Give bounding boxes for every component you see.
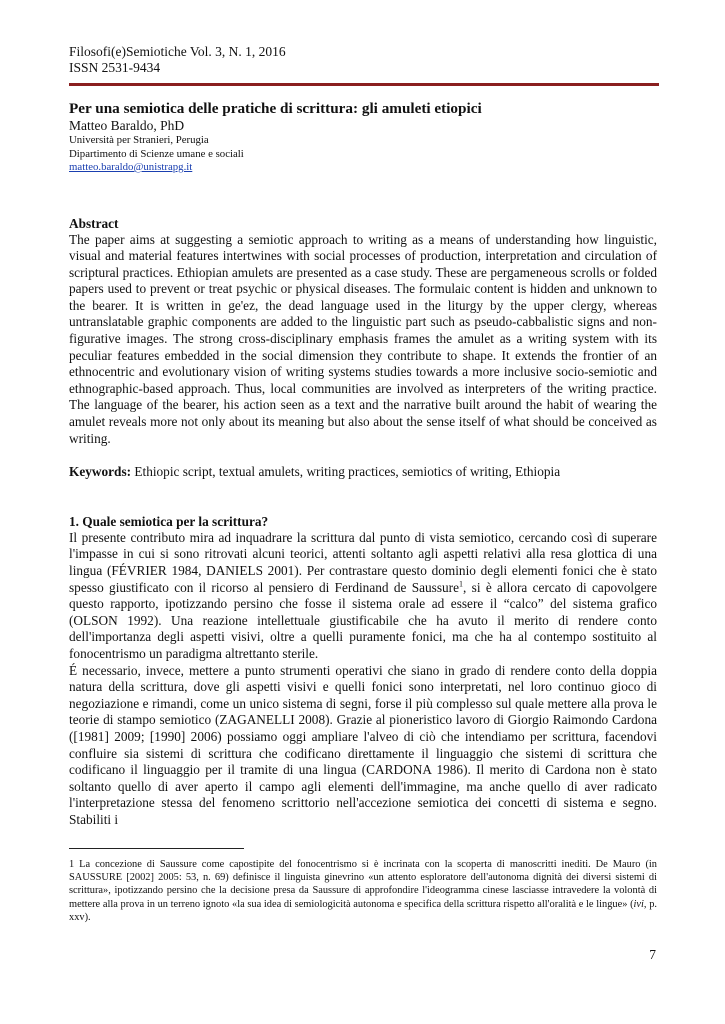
section-1-paragraph-1: [69, 530, 657, 663]
affiliation-department: Dipartimento di Scienze umane e sociali: [69, 147, 244, 160]
section-1-paragraph-2: É necessario, invece, mettere a punto strumenti operativi che siano in grado di rendere conto della doppia natura della scrittura, dove gli aspetti visivi e quelli fonici sono interpretati, nel loro continuo gioco di negoziazione e rimandi, come un unico sistema di segni, forse il più complesso sul quale mettere alla prova le teorie di stampo semiotico (ZAGANELLI 2008). Grazie al pioneristico lavoro di Giorgio Raimondo Cardona ([1981] 2009; [1990] 2006) possiamo oggi ampliare l'alveo di ciò che intendiamo per scrittura, facendovi confluire sia sistemi di scrittura che codificano direttamente il linguaggio che sistemi di scrittura che codificano il linguaggio per il tramite di una lingua (CARDONA 1986). Il merito di Cardona non è stato soltanto quello di aver aperto il campo agli elementi dell'immagine, ma anche quello di aver radicato l'interpretazione stessa del fenomeno scrittorio nell'accezione semiotica dei concetti di sistema e segno. Stabiliti i: [69, 662, 657, 827]
keywords-label: Keywords:: [69, 464, 132, 480]
journal-title: Filosofi(e)Semiotiche Vol. 3, N. 1, 2016: [69, 44, 286, 59]
footnote-1: [69, 858, 657, 925]
footnote-text-b: , p. xxv).: [69, 898, 657, 924]
footnote-text-a: 1 La concezione di Saussure come capostipite del fonocentrismo si è incrinata con la scoperta di manoscritti inediti. De Mauro (in SAUSSURE [2002] 2005: 53, n. 69) definisce il linguista ginevrino «un attento esploratore dell'autonoma dignità dei diversi sistemi di scrittura», ipotizzando persino che la decisione presa da Saussure di approfondire l'ideogramma cinese lasciasse intravedere la volontà di mettere alla prova in un terreno ignoto «la sua idea di semiologicità autonoma e specifica della scrittura rispetto all'oralità e le lingue» (: [69, 858, 657, 910]
abstract-text: The paper aims at suggesting a semiotic approach to writing as a means of understanding how linguistic, visual and material features intertwines with social processes of production, interpretation and circulation of scriptural practices. Ethiopian amulets are presented as a case study. These are pergameneous scrolls or folded papers used to prevent or treat psychic or physical diseases. The formulaic content is hidden and unknown to the bearer. It is written in ge'ez, the dead language used in the liturgy by the upper clergy, whereas untranslatable graphic components are added to the linguistic part such as pseudo-cabbalistic signs and non-figurative images. The strong cross-disciplinary emphasis frames the amulet as a writing system with its peculiar features embedded in the social dimension they contribute to shape. It extends the frontier of an ethnocentric and evolutionary vision of writing systems studies towards a more inclusive socio-semiotic and ethnographic-based approach. Thus, local communities are involved as interpreters of the writing practice. The language of the bearer, his action seen as a text and the narrative built around the habit of wearing the amulet reveals more not only about its meaning but also about the sense itself of what should be conceived as writing.: [69, 231, 657, 446]
issn: ISSN 2531-9434: [69, 60, 161, 75]
footnote-italic: ivi: [633, 898, 644, 910]
keywords-text: Ethiopic script, textual amulets, writing practices, semiotics of writing, Ethiopia: [131, 464, 561, 480]
paragraph-1-text-a: Il presente contributo mira ad inquadrare la scrittura dal punto di vista semiotico, cercando così di superare l'impasse in cui si sono ritrovati alcuni teorici, attenti soltanto agli aspetti relativi alla resa glottica di una lingua (FÉVRIER 1984, DANIELS 2001). Per contrastare questo dominio degli elementi fonici che è stato spesso giustificato con il ricorso al pensiero di Ferdinand de Saussure: [69, 529, 657, 595]
page-number: 7: [649, 947, 656, 962]
header-rule: [69, 83, 659, 86]
author-name: Matteo Baraldo, PhD: [69, 118, 185, 133]
footnote-ref-1[interactable]: 1: [459, 579, 463, 589]
page-content: [69, 44, 657, 925]
article-title: Per una semiotica delle pratiche di scrittura: gli amuleti etiopici: [69, 100, 482, 117]
footnote-separator: [69, 848, 244, 849]
section-1-heading: 1. Quale semiotica per la scrittura?: [69, 513, 269, 529]
affiliation-university: Università per Stranieri, Perugia: [69, 134, 209, 146]
section-1: [69, 514, 657, 829]
paragraph-1-text-b: , si è allora cercato di capovolgere questo rapporto, ipotizzando persino che fosse il sistema orale ad essere il “calco” del sistema grafico (OLSON 1992). Una reazione intellettuale giustificabile che ha avuto il merito di rendere conto dell'importanza degli aspetti visivi, oltre a quelli puramente fonici, ma che ha al contempo sostituito al fonocentrismo un paradigma altrettanto sterile.: [69, 579, 657, 661]
author-email-link[interactable]: matteo.baraldo@unistrapg.it: [69, 161, 193, 173]
abstract-heading: Abstract: [69, 215, 119, 231]
keywords: [69, 464, 657, 481]
abstract-section: [69, 216, 657, 448]
